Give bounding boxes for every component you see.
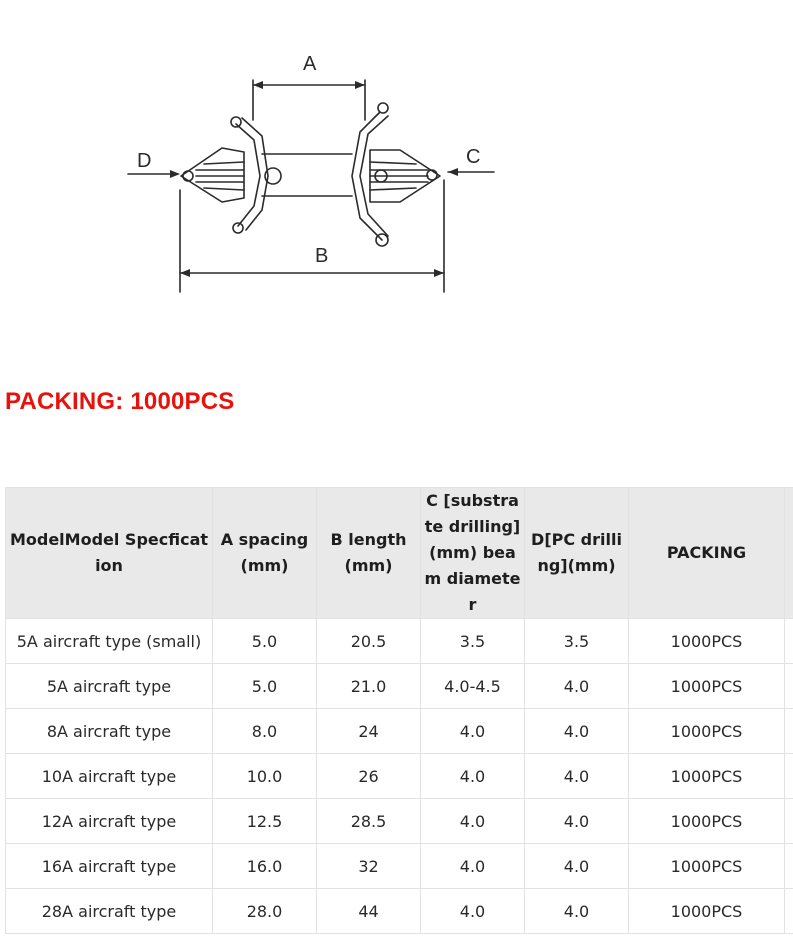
cell-model: 5A aircraft type — [6, 664, 213, 709]
cell-d-drilling: 4.0 — [525, 709, 629, 754]
table-row — [6, 844, 793, 889]
cell-extra — [785, 619, 793, 664]
cell-c-drilling: 4.0-4.5 — [421, 664, 525, 709]
header-b-length-label: B length (mm) — [330, 530, 407, 575]
cell-a-spacing: 8.0 — [213, 709, 317, 754]
header-model — [6, 488, 213, 619]
cell-d-drilling: 4.0 — [525, 754, 629, 799]
cell-d-drilling: 4.0 — [525, 664, 629, 709]
cell-c-drilling: 4.0 — [421, 754, 525, 799]
table-row — [6, 664, 793, 709]
dimension-a-arrow-left — [253, 81, 263, 89]
cell-extra — [785, 754, 793, 799]
cell-c-drilling: 4.0 — [421, 889, 525, 934]
cell-packing: 1000PCS — [629, 754, 785, 799]
dimension-b-arrow-left — [180, 269, 190, 277]
header-packing — [629, 488, 785, 619]
cell-d-drilling: 4.0 — [525, 799, 629, 844]
cell-a-spacing: 16.0 — [213, 844, 317, 889]
cell-packing: 1000PCS — [629, 709, 785, 754]
cell-b-length: 44 — [317, 889, 421, 934]
header-c-drilling-label: C [substrate drilling] (mm) beam diameter — [424, 491, 521, 614]
cell-packing: 1000PCS — [629, 844, 785, 889]
label-a: A — [303, 53, 317, 75]
header-b-length — [317, 488, 421, 619]
cell-a-spacing: 5.0 — [213, 619, 317, 664]
cell-b-length: 21.0 — [317, 664, 421, 709]
arrow-c-head — [448, 168, 458, 176]
cell-packing: 1000PCS — [629, 889, 785, 934]
cell-a-spacing: 10.0 — [213, 754, 317, 799]
cell-d-drilling: 3.5 — [525, 619, 629, 664]
cell-model: 10A aircraft type — [6, 754, 213, 799]
left-snap-head — [181, 148, 244, 202]
header-extra — [785, 488, 793, 619]
header-a-spacing — [213, 488, 317, 619]
cell-d-drilling: 4.0 — [525, 889, 629, 934]
cell-a-spacing: 28.0 — [213, 889, 317, 934]
cell-packing: 1000PCS — [629, 664, 785, 709]
header-a-spacing-label: A spacing (mm) — [220, 530, 309, 575]
table-row — [6, 799, 793, 844]
dimension-b-arrow-right — [434, 269, 444, 277]
cell-b-length: 26 — [317, 754, 421, 799]
table-row — [6, 619, 793, 664]
label-c: C — [466, 146, 481, 168]
label-d: D — [137, 150, 152, 172]
cell-a-spacing: 12.5 — [213, 799, 317, 844]
dimension-a-arrow-right — [355, 81, 365, 89]
header-model-label: ModelModel Specfication — [9, 530, 209, 575]
cell-b-length: 24 — [317, 709, 421, 754]
label-b: B — [315, 245, 329, 267]
table-row — [6, 709, 793, 754]
table-header-row — [6, 488, 793, 619]
spacer-body — [262, 154, 352, 196]
table-row — [6, 754, 793, 799]
header-packing-label: PACKING — [666, 543, 747, 562]
packing-title: PACKING: 1000PCS — [5, 388, 235, 415]
spacer-dimension-diagram — [0, 0, 793, 330]
cell-c-drilling: 4.0 — [421, 709, 525, 754]
specification-table — [5, 487, 793, 934]
header-c-drilling — [421, 488, 525, 619]
right-snap-head — [370, 150, 440, 202]
cell-packing: 1000PCS — [629, 799, 785, 844]
cell-model: 16A aircraft type — [6, 844, 213, 889]
cell-extra — [785, 844, 793, 889]
cell-model: 12A aircraft type — [6, 799, 213, 844]
header-d-drilling — [525, 488, 629, 619]
cell-model: 28A aircraft type — [6, 889, 213, 934]
cell-c-drilling: 4.0 — [421, 844, 525, 889]
cell-d-drilling: 4.0 — [525, 844, 629, 889]
cell-c-drilling: 4.0 — [421, 799, 525, 844]
cell-extra — [785, 799, 793, 844]
table-row — [6, 889, 793, 934]
arrow-d-head — [170, 170, 180, 178]
cell-extra — [785, 709, 793, 754]
cell-extra — [785, 889, 793, 934]
header-d-drilling-label: D[PC drilling](mm) — [531, 530, 622, 575]
cell-b-length: 32 — [317, 844, 421, 889]
cell-model: 5A aircraft type (small) — [6, 619, 213, 664]
cell-b-length: 28.5 — [317, 799, 421, 844]
cell-c-drilling: 3.5 — [421, 619, 525, 664]
cell-a-spacing: 5.0 — [213, 664, 317, 709]
cell-extra — [785, 664, 793, 709]
cell-packing: 1000PCS — [629, 619, 785, 664]
left-wing — [231, 117, 268, 233]
cell-model: 8A aircraft type — [6, 709, 213, 754]
cell-b-length: 20.5 — [317, 619, 421, 664]
